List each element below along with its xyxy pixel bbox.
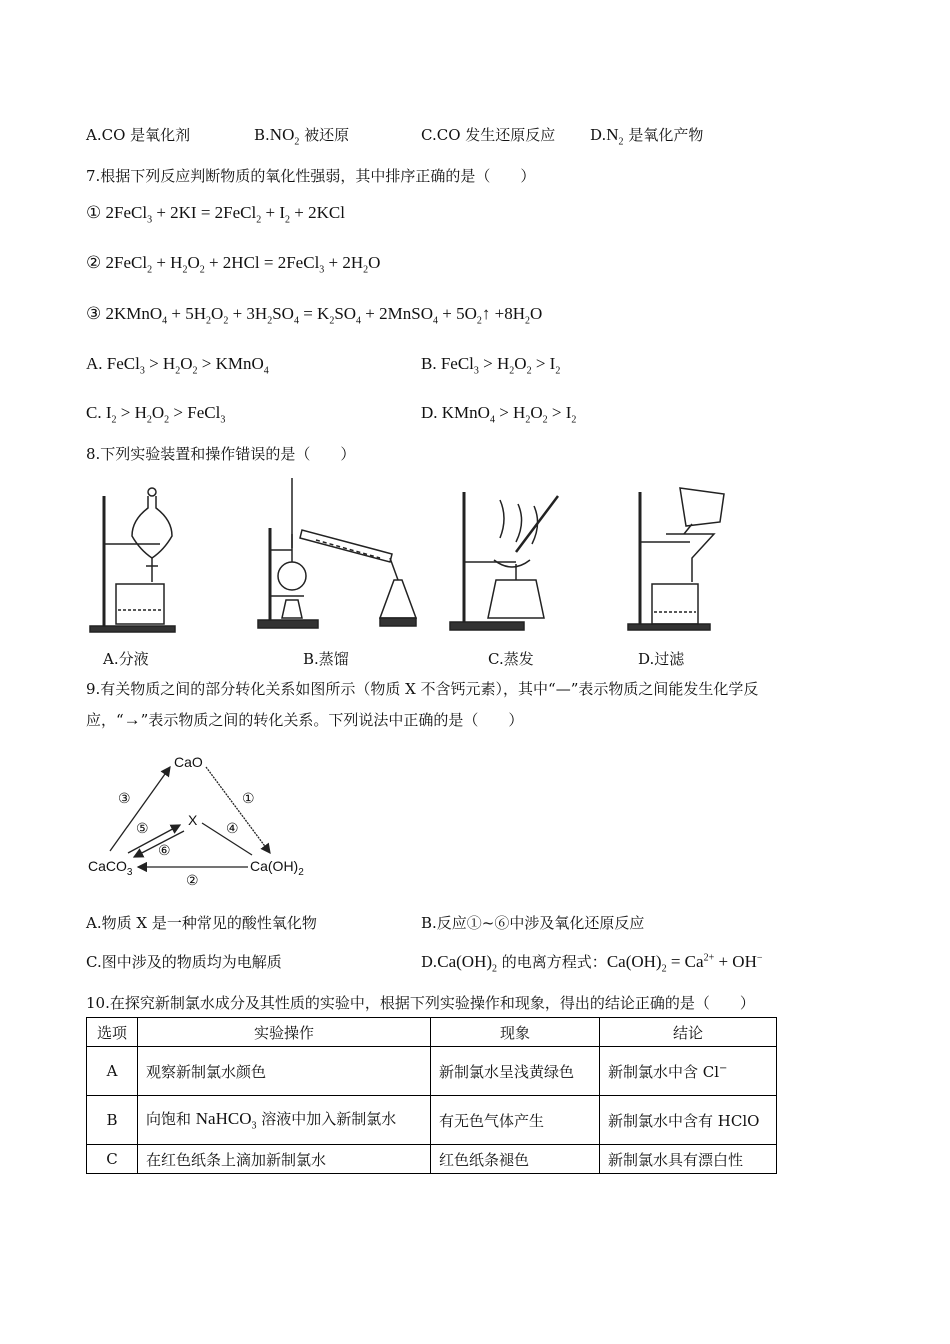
- q7-option-a: A. FeCl$_3$ > $H_2O_2$ > KMnO$_4$: [86, 354, 269, 377]
- diagram-step-1: ①: [242, 790, 255, 806]
- diagram-step-5: ⑤: [136, 820, 149, 836]
- q8-label-b: B.蒸馏: [303, 650, 349, 668]
- q7-option-b: B. FeCl$_3$ > $H_2O_2 > I_2$: [421, 354, 561, 377]
- q9-option-d: $D.Ca(OH)_2$ 的电离方程式：$Ca(OH)_2 = Ca^{2+} + OH^-$: [421, 952, 763, 975]
- separatory-funnel-illustration: [90, 488, 175, 632]
- row-phenomenon: 红色纸条褪色: [431, 1145, 600, 1174]
- header-operation: 实验操作: [138, 1018, 431, 1047]
- table-row: [87, 1145, 777, 1174]
- table-header-row: [87, 1018, 777, 1047]
- evaporation-illustration: [450, 492, 558, 630]
- filtration-illustration: [628, 488, 724, 630]
- row-option: C: [87, 1145, 138, 1174]
- diagram-step-4: ④: [226, 820, 239, 836]
- lab-apparatus-figure: [80, 478, 760, 638]
- diagram-x: X: [188, 812, 198, 828]
- header-conclusion: 结论: [600, 1018, 777, 1047]
- q7-equation-3: ③ 2KMnO$_4$ + $5H_2O_2 + 3H_2SO_4 = K_2SO_4$ + 2MnSO$_4$ + $5O_2↑ +8H_2O$: [86, 304, 543, 327]
- row-conclusion: 新制氯水具有漂白性: [600, 1145, 777, 1174]
- q9-stem-line-1: 9.有关物质之间的部分转化关系如图所示（物质 X 不含钙元素），其中“—”表示物质之间能发生化学反: [86, 680, 759, 698]
- q8-stem: 8.下列实验装置和操作错误的是（ ）: [86, 445, 356, 463]
- row-operation: 向饱和 NaHCO$_3$ 溶液中加入新制氯水: [138, 1096, 431, 1145]
- diagram-step-2: ②: [186, 872, 199, 888]
- row-phenomenon: 新制氯水呈浅黄绿色: [431, 1047, 600, 1096]
- diagram-caco3: CaCO$_3$: [88, 858, 133, 878]
- distillation-illustration: [258, 478, 416, 628]
- row-operation: 在红色纸条上滴加新制氯水: [138, 1145, 431, 1174]
- row-phenomenon: 有无色气体产生: [431, 1096, 600, 1145]
- q8-label-a: A.分液: [103, 650, 149, 668]
- table-row: [87, 1047, 777, 1096]
- diagram-step-3: ③: [118, 790, 131, 806]
- q8-label-c: C.蒸发: [488, 650, 534, 668]
- row-option: A: [87, 1047, 138, 1096]
- diagram-caoh2: $Ca(OH)_2$: [250, 858, 304, 878]
- conversion-diagram: [84, 745, 324, 895]
- table-row: [87, 1096, 777, 1145]
- q6-option-b: $B.NO_2$ 被还原: [254, 125, 350, 148]
- q7-stem: 7.根据下列反应判断物质的氧化性强弱，其中排序正确的是（ ）: [86, 167, 536, 185]
- row-conclusion: 新制氯水中含 Cl−: [600, 1047, 777, 1096]
- q7-option-c: C. $I_2 > H_2O_2$ > FeCl$_3$: [86, 403, 226, 426]
- q7-equation-1: ① 2FeCl$_3$ + 2KI = 2FeCl$_2$ + $I_2 + 2KCl$: [86, 203, 345, 226]
- q9-option-c: C.图中涉及的物质均为电解质: [86, 953, 282, 971]
- q9-option-b: B.反应①~⑥中涉及氧化还原反应: [421, 914, 645, 932]
- q7-option-d: D. KMnO$_4$ > $H_2O_2 > I_2$: [421, 403, 577, 426]
- q8-label-d: D.过滤: [638, 650, 685, 668]
- q9-stem-line-2: 应，“→”表示物质之间的转化关系。下列说法中正确的是（ ）: [86, 710, 524, 729]
- q7-equation-2: ② 2FeCl$_2$ + $H_2O_2 + 2HCl$ = 2FeCl$_3$ + $2H_2O$: [86, 253, 381, 276]
- header-option: 选项: [87, 1018, 138, 1047]
- q10-stem: 10.在探究新制氯水成分及其性质的实验中，根据下列实验操作和现象，得出的结论正确的是（ ）: [86, 994, 755, 1012]
- diagram-step-6: ⑥: [158, 842, 171, 858]
- diagram-cao: CaO: [174, 754, 203, 770]
- q9-option-a: A.物质 X 是一种常见的酸性氧化物: [86, 914, 317, 932]
- row-operation: 观察新制氯水颜色: [138, 1047, 431, 1096]
- q6-option-a: A.CO 是氧化剂: [86, 126, 191, 144]
- q6-option-c: C.CO 发生还原反应: [421, 126, 556, 144]
- row-option: B: [87, 1096, 138, 1145]
- q10-table: [86, 1017, 777, 1174]
- header-phenomenon: 现象: [431, 1018, 600, 1047]
- row-conclusion: 新制氯水中含有 HClO: [600, 1096, 777, 1145]
- q6-option-d: $D.N_2$ 是氧化产物: [590, 125, 704, 148]
